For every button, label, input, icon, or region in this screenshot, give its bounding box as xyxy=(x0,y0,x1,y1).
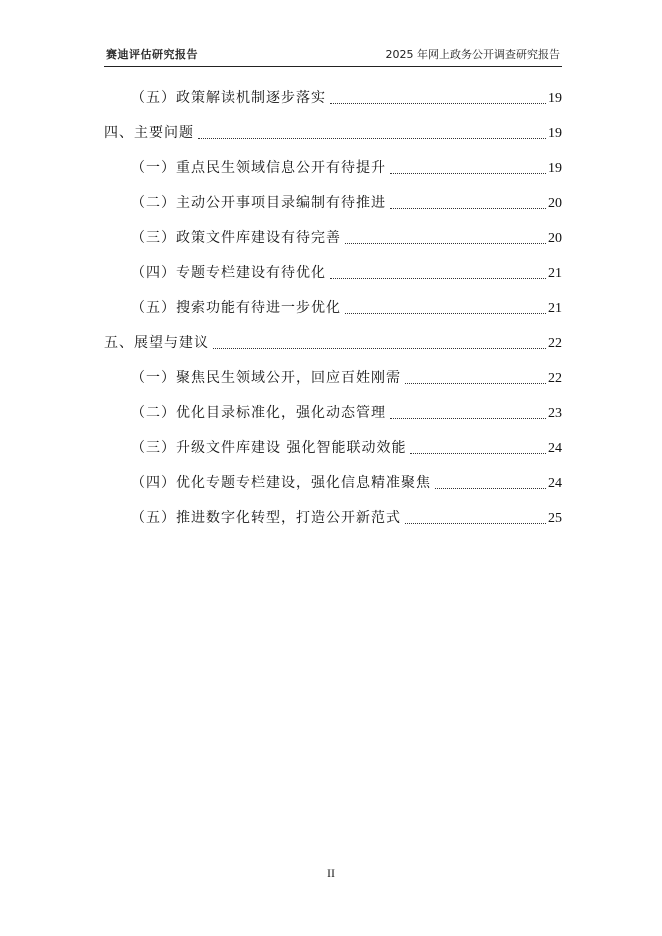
toc-entry-page: 21 xyxy=(548,266,562,281)
toc-entry-page: 19 xyxy=(548,161,562,176)
toc-dot-leader xyxy=(198,137,546,139)
toc-entry-title: （一）聚焦民生领域公开，回应百姓刚需 xyxy=(131,370,401,386)
running-header xyxy=(106,40,560,62)
toc-dot-leader xyxy=(213,347,546,349)
toc-entry-title: 五、展望与建议 xyxy=(104,335,209,351)
toc-entry-page: 22 xyxy=(548,371,562,386)
header-publisher: 赛迪评估研究报告 xyxy=(106,48,198,61)
toc-entry[interactable] xyxy=(131,87,562,109)
toc-entry-title: 四、主要问题 xyxy=(104,125,194,141)
toc-entry[interactable] xyxy=(131,367,562,389)
toc-entry-title: （四）优化专题专栏建设，强化信息精准聚焦 xyxy=(131,475,431,491)
toc-entry-title: （三）升级文件库建设 强化智能联动效能 xyxy=(131,440,407,456)
toc-entry-title: （五）推进数字化转型，打造公开新范式 xyxy=(131,510,401,526)
toc-dot-leader xyxy=(405,522,546,524)
toc-entry-page: 19 xyxy=(548,126,562,141)
page-number: II xyxy=(327,866,335,880)
header-report-title: 2025 年网上政务公开调查研究报告 xyxy=(385,48,560,61)
header-divider xyxy=(104,66,562,67)
toc-entry-title: （五）政策解读机制逐步落实 xyxy=(131,90,326,106)
toc-entry-title: （五）搜索功能有待进一步优化 xyxy=(131,300,341,316)
toc-entry-title: （四）专题专栏建设有待优化 xyxy=(131,265,326,281)
toc-entry[interactable] xyxy=(131,402,562,424)
toc-dot-leader xyxy=(345,242,546,244)
toc-dot-leader xyxy=(405,382,546,384)
toc-entry[interactable] xyxy=(131,297,562,319)
toc-entry[interactable] xyxy=(131,437,562,459)
toc-entry-title: （二）主动公开事项目录编制有待推进 xyxy=(131,195,386,211)
toc-entry[interactable] xyxy=(104,332,562,354)
toc-dot-leader xyxy=(390,172,546,174)
toc-entry-page: 20 xyxy=(548,196,562,211)
toc-dot-leader xyxy=(390,207,546,209)
toc-entry[interactable] xyxy=(131,227,562,249)
toc-entry-page: 23 xyxy=(548,406,562,421)
toc-entry-page: 19 xyxy=(548,91,562,106)
toc-dot-leader xyxy=(435,487,546,489)
toc-entry-page: 25 xyxy=(548,511,562,526)
toc-entry[interactable] xyxy=(131,192,562,214)
toc-entry-title: （一）重点民生领域信息公开有待提升 xyxy=(131,160,386,176)
toc-entry[interactable] xyxy=(131,507,562,529)
toc-entry-page: 24 xyxy=(548,476,562,491)
toc-entry[interactable] xyxy=(104,122,562,144)
toc-dot-leader xyxy=(330,102,546,104)
toc-entry-page: 21 xyxy=(548,301,562,316)
toc-entry-page: 22 xyxy=(548,336,562,351)
toc-entry-title: （三）政策文件库建设有待完善 xyxy=(131,230,341,246)
toc-entry-title: （二）优化目录标准化，强化动态管理 xyxy=(131,405,386,421)
toc-dot-leader xyxy=(330,277,546,279)
toc-entry[interactable] xyxy=(131,262,562,284)
toc-dot-leader xyxy=(410,452,546,454)
toc-dot-leader xyxy=(390,417,546,419)
toc-dot-leader xyxy=(345,312,546,314)
toc-entry[interactable] xyxy=(131,157,562,179)
toc-entry[interactable] xyxy=(131,472,562,494)
toc-entry-page: 20 xyxy=(548,231,562,246)
toc-entry-page: 24 xyxy=(548,441,562,456)
